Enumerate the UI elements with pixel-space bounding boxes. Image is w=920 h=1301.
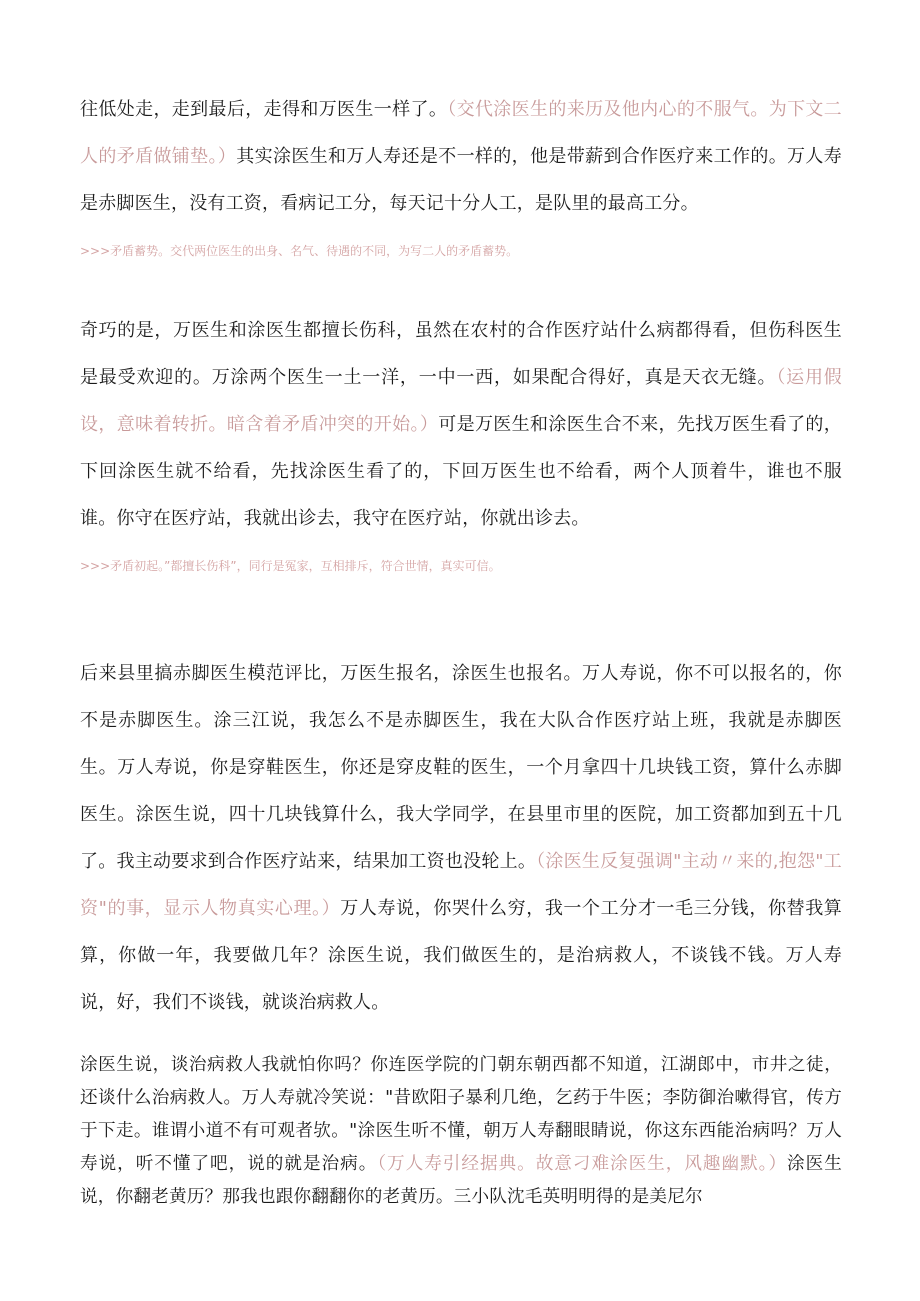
paragraph-text: 奇巧的是，万医生和涂医生都擅长伤科，虽然在农村的合作医疗站什么病都得看，但伤科医生是最受欢迎的。万涂两个医生一土一洋，一中一西，如果配合得好，真是天衣无缝。 (80, 320, 842, 388)
annotation: （交代涂医生的来历及他内心的不服气。为下文二人的矛盾做铺垫。） (80, 99, 842, 167)
side-note-1: >>>矛盾蓄势。交代两位医生的出身、名气、待遇的不同，为写二人的矛盾蓄势。 (80, 244, 519, 258)
paragraph-text: 后来县里搞赤脚医生模范评比，万医生报名，涂医生也报名。万人寿说，你不可以报名的，你不是赤脚医生。涂三江说，我怎么不是赤脚医生，我在大队合作医疗站上班，我就是赤脚医生。万人寿说，你是穿鞋医生，你还是穿皮鞋的医生，一个月拿四十几块钱工资，算什么赤脚医生。涂医生说，四十几块钱算什么，我大学同学，在县里市里的医院，加工资都加到五十几了。我主动要求到合作医疗站来，结果加工资也没轮上。 (80, 663, 842, 872)
paragraph-1 (80, 86, 842, 227)
paragraph-2 (80, 307, 842, 542)
paragraph-3 (80, 650, 842, 1026)
annotation: （运用假设，意味着转折。暗含着矛盾冲突的开始。） (80, 367, 842, 435)
paragraph-text: 往低处走，走到最后，走得和万医生一样了。 (80, 99, 448, 120)
paragraph-text: 其实涂医生和万人寿还是不一样的，他是带薪到合作医疗来工作的。万人寿是赤脚医生，没有工资，看病记工分，每天记十分人工，是队里的最高工分。 (80, 146, 842, 214)
annotation: （万人寿引经据典。故意刁难涂医生，风趣幽默。） (377, 1154, 788, 1174)
annotation: （涂医生反复强调"主动〃来的,抱怨"工资"的事，显示人物真实心理。） (80, 851, 842, 919)
paragraph-text: 可是万医生和涂医生合不来，先找万医生看了的，下回涂医生就不给看，先找涂医生看了的，下回万医生也不给看，两个人顶着牛，谁也不服谁。你守在医疗站，我就出诊去，我守在医疗站，你就出诊去。 (80, 414, 842, 529)
paragraph-text: 涂医生说，谈治病救人我就怕你吗？你连医学院的门朝东朝西都不知道，江湖郎中，市井之徒，还谈什么治病救人。万人寿就冷笑说："昔欧阳子暴利几绝，乞药于牛医；李防御治嗽得官，传方于下走。谁谓小道不有可观者欤。"涂医生听不懂，朝万人寿翻眼睛说，你这东西能治病吗？万人寿说，听不懂了吧，说的就是治病。 (80, 1055, 842, 1174)
paragraph-text: 涂医生说，你翻老黄历？那我也跟你翻翻你的老黄历。三小队沈毛英明明得的是美尼尔 (80, 1154, 842, 1207)
paragraph-text: 万人寿说，你哭什么穷，我一个工分才一毛三分钱，你替我算算，你做一年，我要做几年？涂医生说，我们做医生的，是治病救人，不谈钱不钱。万人寿说，好，我们不谈钱，就谈治病救人。 (80, 898, 842, 1013)
side-note-2: >>>矛盾初起。”都擅长伤科”，同行是冤家，互相排斥，符合世情，真实可信。 (80, 559, 501, 573)
paragraph-4 (80, 1049, 842, 1214)
